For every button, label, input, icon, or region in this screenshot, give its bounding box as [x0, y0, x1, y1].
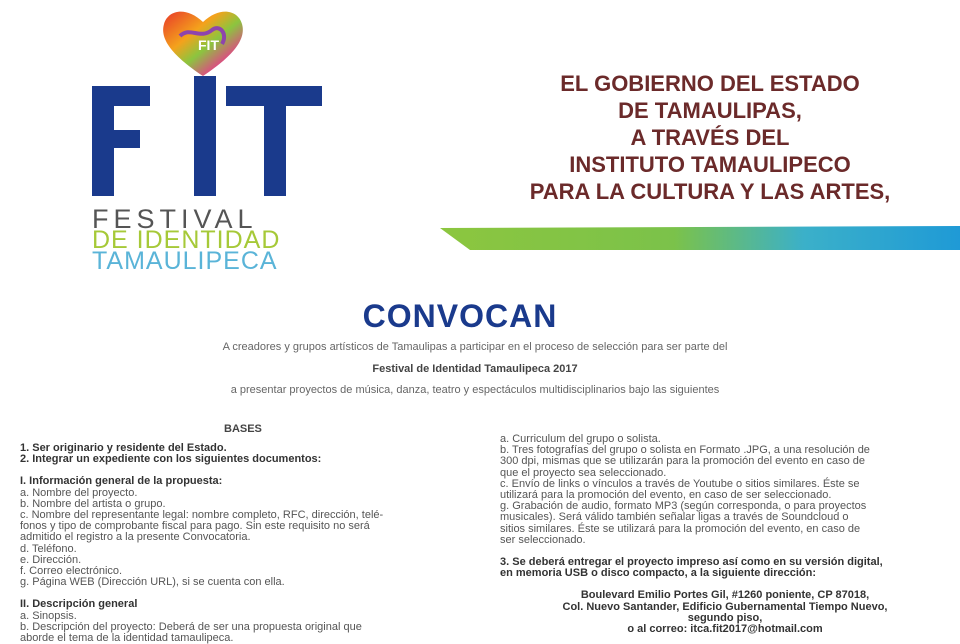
bases-line: 1. Ser originario y residente del Estado. [20, 442, 227, 454]
fit-wordmark [90, 70, 330, 200]
bases-right-column [500, 434, 950, 635]
bases-line: que el proyecto sea seleccionado. [500, 466, 667, 479]
bases-line: II. Descripción general [20, 598, 138, 611]
intro-line-3: a presentar proyectos de música, danza, teatro y espectáculos multidisciplinarios bajo las siguientes [230, 384, 720, 396]
bases-line: admitido el registro a la presente Convocatoria. [20, 531, 251, 544]
heart-text: FIT [198, 37, 219, 53]
heading-line: INSTITUTO TAMAULIPECO [569, 152, 851, 177]
bases-line: o al correo: itca.fit2017@hotmail.com [627, 623, 823, 636]
fit-logo [90, 4, 330, 274]
logo-line-identidad: DE IDENTIDAD [92, 226, 281, 254]
logo-line-festival: FESTIVAL [92, 204, 258, 234]
convocan-title: CONVOCAN [362, 298, 558, 334]
bases-line: 2. Integrar un expediente con los siguientes documentos: [20, 453, 322, 466]
intro-line-1: A creadores y grupos artísticos de Tamaulipas a participar en el proceso de selección para ser parte del [222, 341, 728, 353]
government-heading [460, 70, 960, 205]
intro-line-2: Festival de Identidad Tamaulipeca 2017 [372, 363, 578, 375]
bases-line: 300 dpi, mismas que se utilizarán para la promoción del evento en caso de [500, 455, 866, 468]
bases-line: aborde el tema de la identidad tamaulipeca. [20, 632, 234, 644]
logo-line-tamaulipeca: TAMAULIPECA [92, 247, 278, 275]
wordmark-text: FIT [90, 70, 92, 71]
bases-line: b. Tres fotografías del grupo o solista en Formato .JPG, a una resolución de [500, 444, 870, 457]
bases-left-column [20, 443, 470, 644]
heading-line: A TRAVÉS DEL [630, 125, 790, 150]
bases-line: g. Grabación de audio, formato MP3 (según corresponda, o para proyectos [500, 500, 867, 513]
bases-line: sitios similares. Éste se utilizará para la promoción del evento, en caso de [500, 522, 861, 535]
bases-title: BASES [224, 423, 262, 435]
heading-line: EL GOBIERNO DEL ESTADO [560, 71, 860, 96]
bases-line: b. Nombre del artista o grupo. [20, 497, 166, 510]
bases-line: segundo piso, [687, 611, 763, 624]
bases-line: 3. Se deberá entregar el proyecto impreso así como en su versión digital, [500, 556, 883, 569]
bases-line: d. Teléfono. [20, 542, 77, 555]
heading-line: PARA LA CULTURA Y LAS ARTES, [529, 179, 891, 204]
bases-line: c. Envío de links o vínculos a través de Youtube o sitios similares. Éste se [500, 477, 860, 490]
bases-line: c. Nombre del representante legal: nombre completo, RFC, dirección, telé- [20, 509, 384, 522]
bases-line: en memoria USB o disco compacto, a la siguiente dirección: [500, 567, 817, 580]
bases-line: fonos y tipo de comprobante fiscal para pago. Sin este requisito no será [20, 520, 370, 533]
bases-line: b. Descripción del proyecto: Deberá de ser una propuesta original que [20, 620, 362, 633]
bases-line: a. Sinopsis. [20, 609, 77, 622]
bases-line: Boulevard Emilio Portes Gil, #1260 poniente, CP 87018, [580, 589, 870, 602]
decorative-stripe [440, 224, 960, 252]
bases-line: Col. Nuevo Santander, Edificio Gubernamental Tiempo Nuevo, [562, 600, 888, 613]
bases-line: utilizará para la promoción del evento, en caso de ser seleccionado. [500, 489, 832, 502]
bases-line: f. Correo electrónico. [20, 565, 123, 578]
bases-line: ser seleccionado. [500, 533, 586, 546]
heading-line: DE TAMAULIPAS, [618, 98, 802, 123]
bases-line: I. Información general de la propuesta: [20, 475, 223, 488]
bases-line: a. Nombre del proyecto. [20, 486, 138, 499]
bases-line: a. Curriculum del grupo o solista. [500, 433, 661, 445]
bases-line: g. Página WEB (Dirección URL), si se cuenta con ella. [20, 576, 285, 589]
heart-logo-icon [160, 6, 246, 78]
bases-line: musicales). Será válido también señalar ligas a través de Soundcloud o [500, 511, 849, 524]
bases-line: e. Dirección. [20, 553, 82, 566]
